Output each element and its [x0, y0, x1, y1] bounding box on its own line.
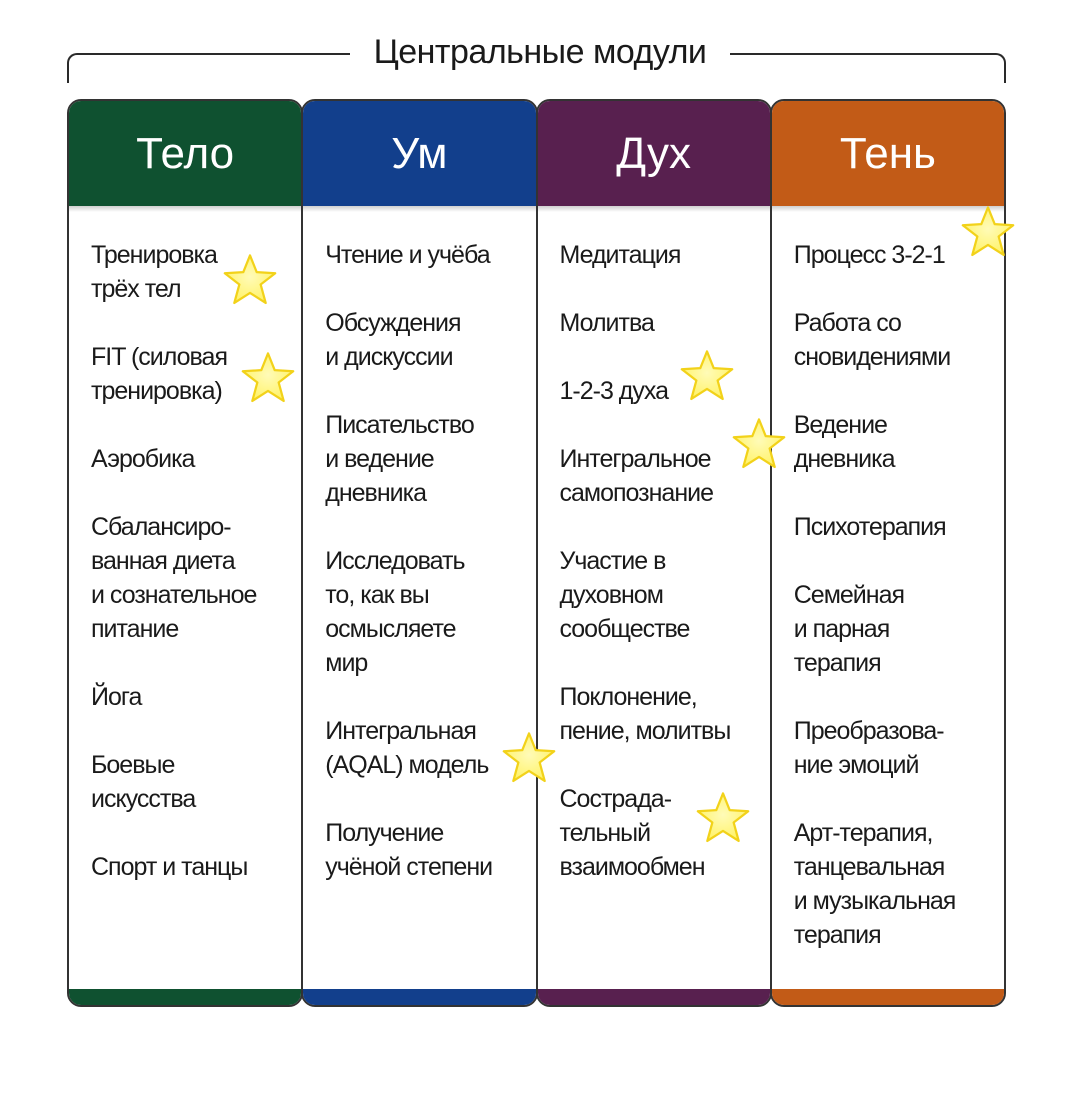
column-header-body: Тело	[69, 101, 301, 206]
column-mind	[301, 99, 537, 1007]
list-item: Психотерапия	[793, 513, 946, 541]
column-footer-spirit	[538, 989, 770, 1005]
list-item: Получение учёной степени	[325, 819, 493, 881]
star-icon	[240, 350, 296, 406]
list-item: Сострада- тельный взаимообмен	[559, 785, 705, 881]
column-footer-shadow	[772, 989, 1004, 1005]
list-body	[69, 212, 301, 884]
list-item: 1-2-3 духа	[559, 377, 669, 405]
list-item: Арт-терапия, танцевальная и музыкальная терапия	[793, 819, 956, 949]
list-item: Интегральное самопознание	[559, 445, 714, 507]
column-body	[67, 99, 303, 1007]
list-spirit	[538, 212, 770, 884]
list-item: Участие в духовном сообществе	[559, 547, 690, 643]
list-item: Тренировка трёх тел	[91, 241, 217, 303]
star-icon	[501, 730, 557, 786]
column-header-shadow: Тень	[772, 101, 1004, 206]
list-item: Аэробика	[91, 445, 195, 473]
list-item: Чтение и учёба	[325, 241, 490, 269]
list-item: Поклонение, пение, молитвы	[559, 683, 731, 745]
list-item: Сбалансиро- ванная диета и сознательное питание	[91, 513, 257, 643]
list-item: Исследовать то, как вы осмысляете мир	[325, 547, 465, 677]
list-item: Обсуждения и дискуссии	[325, 309, 461, 371]
column-spirit	[536, 99, 772, 1007]
list-item: Молитва	[559, 309, 654, 337]
star-icon	[960, 204, 1016, 260]
column-footer-mind	[303, 989, 535, 1005]
star-icon	[222, 252, 278, 308]
list-shadow	[772, 212, 1004, 952]
list-item: Медитация	[559, 241, 681, 269]
list-item: Семейная и парная терапия	[793, 581, 905, 677]
list-item: Спорт и танцы	[91, 853, 248, 881]
column-header-spirit: Дух	[538, 101, 770, 206]
list-item: Йога	[91, 683, 142, 711]
list-item: Ведение дневника	[793, 411, 895, 473]
list-item: FIT (силовая тренировка)	[91, 343, 227, 405]
list-item: Интегральная (AQAL) модель	[325, 717, 489, 779]
list-item: Боевые искусства	[91, 751, 196, 813]
star-icon	[695, 790, 751, 846]
list-item: Писательство и ведение дневника	[325, 411, 474, 507]
column-header-mind: Ум	[303, 101, 535, 206]
column-footer-body	[69, 989, 301, 1005]
list-item: Работа со сновидениями	[793, 309, 951, 371]
page-title	[0, 30, 1080, 74]
modules-table	[67, 99, 1006, 1007]
star-icon	[731, 416, 787, 472]
page-title-text: Центральные модули	[350, 33, 731, 71]
list-item: Процесс 3-2-1	[793, 241, 945, 269]
list-item: Преобразова- ние эмоций	[793, 717, 944, 779]
star-icon	[679, 348, 735, 404]
